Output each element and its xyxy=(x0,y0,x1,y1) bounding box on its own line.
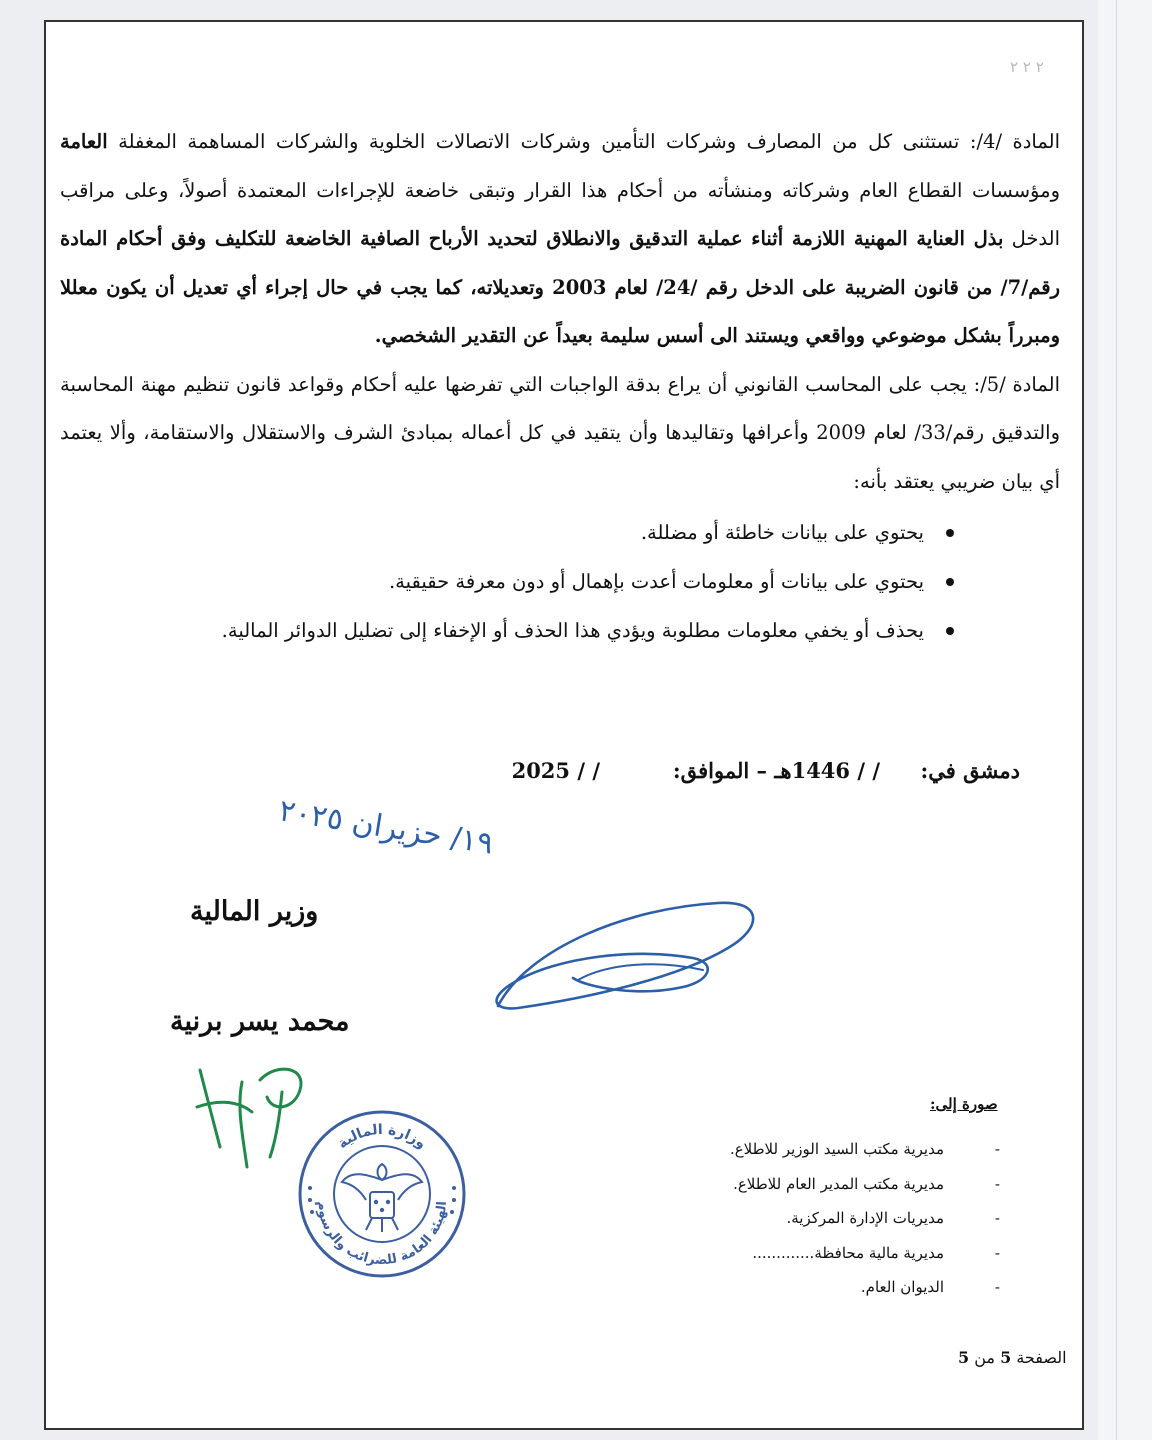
date-place: دمشق في: xyxy=(920,758,1020,783)
list-item: يحتوي على بيانات خاطئة أو مضللة. xyxy=(60,508,968,557)
article-4-text-2: ومؤسسات القطاع العام وشركاته ومنشأته من أحكام هذا القرار وتبقى خاضعة للإجراءات المعتمدة أصولاً، وعلى مراقب الدخل xyxy=(60,178,1060,250)
list-item: -الديوان العام. xyxy=(860,1278,1000,1296)
article-5-text: يجب على المحاسب القانوني أن يراع بدقة الواجبات التي تفرضها عليه أحكام وقواعد قانون تنظيم مهنة المحاسبة والتدقيق رقم/33/ لعام 2009 وأعرافها وتقاليدها وأن يتقيد في كل أعماله بمبادئ الشرف والاستقلال والاستقامة، وألا يعتمد أي بيان ضريبي يعتقد بأنه: xyxy=(60,372,1060,493)
date-line xyxy=(500,758,1020,798)
minister-title: وزير المالية xyxy=(190,896,319,927)
list-item: يحتوي على بيانات أو معلومات أعدت بإهمال أو دون معرفة حقيقية. xyxy=(60,557,968,606)
list-item: يحذف أو يخفي معلومات مطلوبة ويؤدي هذا الحذف أو الإخفاء إلى تضليل الدوائر المالية. xyxy=(60,606,968,655)
stamp-top-text: وزارة المالية xyxy=(334,1121,430,1153)
date-hijri: / / 1446هـ – الموافق: xyxy=(672,758,880,783)
article-5-label: المادة /5/: xyxy=(973,372,1060,396)
article-4-bold-1: العامة xyxy=(60,130,108,153)
cc-title: صورة إلى: xyxy=(930,1095,998,1113)
article-4-text-1: تستثنى كل من المصارف وشركات التأمين وشركات الاتصالات الخلوية والشركات المساهمة المغفلة xyxy=(107,130,960,153)
handwritten-date: ١٩/ حزيران ٢٠٢٥ xyxy=(276,793,496,862)
article-5-bullets xyxy=(60,508,1060,655)
list-item: -مديرية مالية محافظة............. xyxy=(752,1243,1000,1262)
article-4 xyxy=(60,118,1060,361)
list-item: -مديريات الإدارة المركزية. xyxy=(786,1209,1000,1227)
minister-name: محمد يسر برنية xyxy=(170,1006,350,1037)
signature-icon xyxy=(488,888,768,1028)
scanner-edge xyxy=(1098,0,1152,1440)
document-body xyxy=(60,118,1060,655)
article-4-label: المادة /4/: xyxy=(969,130,1061,153)
article-5 xyxy=(60,361,1060,507)
stamp-bottom-text: الهيئة العامة للضرائب والرسوم xyxy=(313,1200,451,1269)
list-item: -مديرية مكتب المدير العام للاطلاع. xyxy=(733,1174,1000,1193)
date-gregorian: / / 2025 xyxy=(511,758,600,783)
corner-mark: ٢ ٢ ٢ xyxy=(1010,58,1044,76)
stamp-icon xyxy=(296,1108,468,1280)
list-item: -مديرية مكتب السيد الوزير للاطلاع. xyxy=(729,1140,1000,1158)
article-4-bold-2: بذل العناية المهنية اللازمة أثناء عملية التدقيق والانطلاق لتحديد الأرباح الصافية الخاضعة للتكليف وفق أحكام المادة رقم/7/ من قانون الضريبة على الدخل رقم /24/ لعام 2003 وتعديلاته، كما يجب في حال إجراء أي تعديل أن يكون معللا ومبرراً بشكل موضوعي وواقعي ويستند الى أسس سليمة بعيداً عن التقدير الشخصي. xyxy=(60,227,1060,347)
svg-text:وزارة المالية xyxy=(335,1122,429,1152)
page-number: الصفحة 5 من 5 xyxy=(958,1348,1067,1367)
cc-list xyxy=(600,1132,1000,1305)
eagle-icon xyxy=(342,1164,422,1232)
